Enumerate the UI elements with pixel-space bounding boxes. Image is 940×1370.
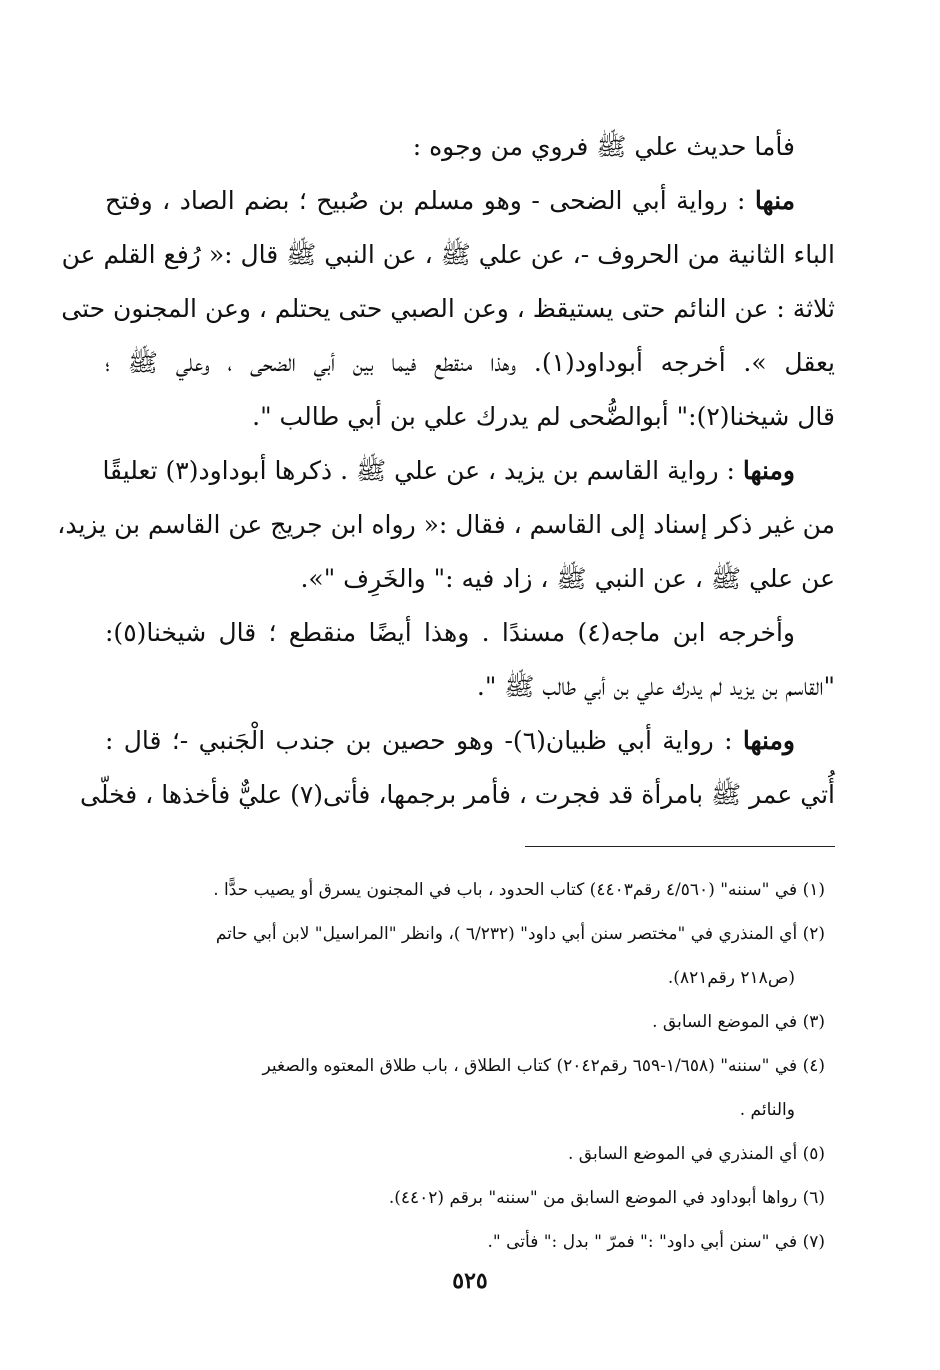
paragraph-1-line-5: قال شيخنا(٢):" أبوالضُّحى لم يدرك علي بن أبي طالب ". <box>252 402 835 431</box>
paragraph-1-line-1: منها : رواية أبي الضحى - وهو مسلم بن صُبيح ؛ بضم الصاد ، وفتح <box>105 186 795 215</box>
footnote-5: (٥) أي المنذري في الموضع السابق . <box>567 1144 825 1164</box>
footnote-3: (٣) في الموضع السابق . <box>652 1012 825 1032</box>
footnotes <box>105 868 825 1264</box>
footnote-separator <box>525 846 835 847</box>
paragraph-2-line-1: ومنها : رواية القاسم بن يزيد ، عن علي ﷺ . ذكرها أبوداود(٣) تعليقًا <box>102 456 795 485</box>
paragraph-1-line-4: يعقل ». أخرجه أبوداود(١). وهذا منقطع فيما بين أبي الضحى ، وعلي ﷺ ؛ <box>105 348 835 377</box>
paragraph-1-line-3: ثلاثة : عن النائم حتى يستيقظ ، وعن الصبي حتى يحتلم ، وعن المجنون حتى <box>61 294 835 323</box>
paragraph-3-line-1: وأخرجه ابن ماجه(٤) مسندًا . وهذا أيضًا منقطع ؛ قال شيخنا(٥): <box>105 618 795 647</box>
paragraph-lead: منها <box>754 186 795 215</box>
paragraph-lead: ومنها <box>742 456 795 485</box>
paragraph-4-line-1: ومنها : رواية أبي ظبيان(٦)- وهو حصين بن جندب الْجَنبي -؛ قال : <box>105 726 795 755</box>
footnote-6: (٦) رواها أبوداود في الموضع السابق من "سننه" برقم (٤٤٠٢). <box>388 1188 825 1208</box>
paragraph-1-line-2: الباء الثانية من الحروف -، عن علي ﷺ ، عن النبي ﷺ قال :« رُفع القلم عن <box>61 240 835 269</box>
footnote-4-continued: والنائم . <box>739 1100 795 1120</box>
paragraph-lead: ومنها <box>742 726 795 755</box>
footnote-4: (٤) في "سننه" (١/٦٥٨-٦٥٩ رقم٢٠٤٢) كتاب الطلاق ، باب طلاق المعتوه والصغير <box>262 1056 825 1076</box>
footnote-2-continued: (ص٢١٨ رقم٨٢١). <box>667 968 795 988</box>
paragraph-2-line-3: عن علي ﷺ ، عن النبي ﷺ ، زاد فيه :" والخَرِف "». <box>300 564 835 593</box>
paragraph-4-line-2: أُتي عمر ﷺ بامرأة قد فجرت ، فأمر برجمها، فأتى(٧) عليٌّ فأخذها ، فخلّى <box>80 780 835 809</box>
footnote-1: (١) في "سننه" (٤/٥٦٠ رقم٤٤٠٣) كتاب الحدود ، باب في المجنون يسرق أو يصيب حدًّا . <box>213 880 825 900</box>
footnote-2: (٢) أي المنذري في "مختصر سنن أبي داود" (٦/٢٣٢ )، وانظر "المراسيل" لابن أبي حاتم <box>215 924 825 944</box>
footnote-7: (٧) في "سنن أبي داود" :" فمرّ " بدل :" فأتى ". <box>487 1232 825 1252</box>
intro-line: فأما حديث علي ﷺ فروي من وجوه : <box>412 132 795 161</box>
paragraph-3-line-2: "القاسم بن يزيد لم يدرك علي بن أبي طالب ﷺ ". <box>476 672 835 701</box>
page-number: ٥٢٥ <box>452 1268 488 1294</box>
paragraph-2-line-2: من غير ذكر إسناد إلى القاسم ، فقال :« رواه ابن جريج عن القاسم بن يزيد، <box>57 510 835 539</box>
main-text <box>57 120 835 822</box>
